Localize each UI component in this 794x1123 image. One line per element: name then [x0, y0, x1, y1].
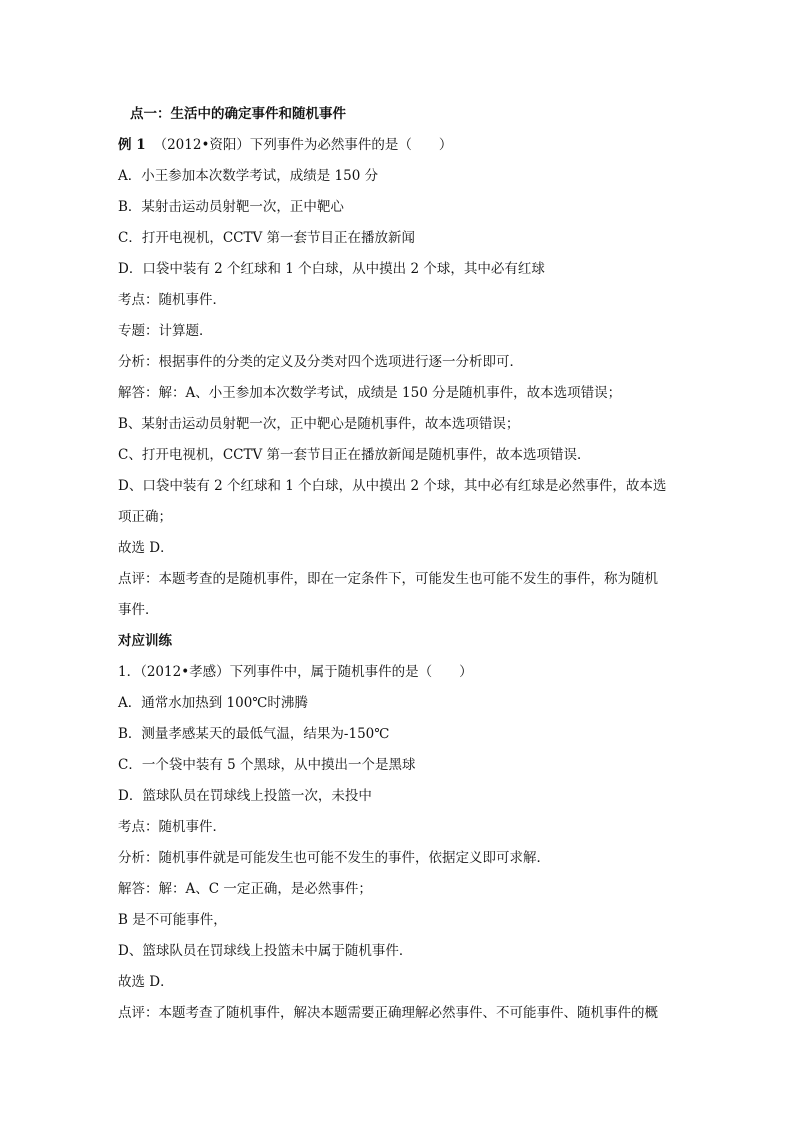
practice-option-d: D．篮球队员在罚球线上投篮一次，未投中: [118, 788, 372, 804]
example-zhuanti: 专题：计算题．: [118, 323, 213, 339]
example-option-c: C．打开电视机，CCTV 第一套节目正在播放新闻: [118, 230, 416, 246]
example-option-b: B．某射击运动员射靶一次，正中靶心: [118, 199, 344, 215]
practice-jieda-3: D、篮球队员在罚球线上投篮未中属于随机事件．: [118, 943, 413, 959]
example-dianping-2: 事件．: [118, 602, 159, 618]
example-kaodian: 考点：随机事件．: [118, 292, 226, 308]
example-jieda-5: 项正确；: [118, 509, 172, 525]
example-option-a: A．小王参加本次数学考试，成绩是 150 分: [118, 168, 379, 184]
practice-jieda-1: 解答：解：A、C 一定正确，是必然事件；: [118, 881, 372, 897]
example-label: 例 1: [118, 137, 146, 153]
example-dianping-1: 点评：本题考查的是随机事件，即在一定条件下，可能发生也可能不发生的事件，称为随机: [118, 571, 658, 587]
practice-title: 对应训练: [118, 633, 172, 649]
example-jieda-6: 故选 D．: [118, 540, 174, 556]
document-content: [118, 99, 678, 1029]
practice-kaodian: 考点：随机事件．: [118, 819, 226, 835]
example-fenxi: 分析：根据事件的分类的定义及分类对四个选项进行逐一分析即可．: [118, 354, 523, 370]
practice-option-a: A．通常水加热到 100℃时沸腾: [118, 695, 308, 711]
practice-option-b: B．测量孝感某天的最低气温，结果为-150℃: [118, 726, 390, 742]
practice-jieda-4: 故选 D．: [118, 974, 174, 990]
practice-option-c: C．一个袋中装有 5 个黑球，从中摸出一个是黑球: [118, 757, 416, 773]
practice-question: 1．（2012•孝感）下列事件中，属于随机事件的是（ ）: [118, 664, 473, 680]
example-question-line: [118, 130, 678, 161]
example-option-d: D．口袋中装有 2 个红球和 1 个白球，从中摸出 2 个球，其中必有红球: [118, 261, 545, 277]
practice-jieda-2: B 是不可能事件，: [118, 912, 227, 928]
practice-fenxi: 分析：随机事件就是可能发生也可能不发生的事件，依据定义即可求解．: [118, 850, 550, 866]
section-title: 点一：生活中的确定事件和随机事件: [130, 106, 346, 122]
example-jieda-3: C、打开电视机，CCTV 第一套节目正在播放新闻是随机事件，故本选项错误．: [118, 447, 591, 463]
example-jieda-1: 解答：解：A、小王参加本次数学考试，成绩是 150 分是随机事件，故本选项错误；: [118, 385, 622, 401]
example-jieda-2: B、某射击运动员射靶一次，正中靶心是随机事件，故本选项错误；: [118, 416, 520, 432]
example-jieda-4: D、口袋中装有 2 个红球和 1 个白球，从中摸出 2 个球，其中必有红球是必然事件，故本选: [118, 478, 667, 494]
practice-dianping: 点评：本题考查了随机事件，解决本题需要正确理解必然事件、不可能事件、随机事件的概: [118, 1005, 658, 1021]
example-question: （2012•资阳）下列事件为必然事件的是（ ）: [153, 137, 453, 153]
